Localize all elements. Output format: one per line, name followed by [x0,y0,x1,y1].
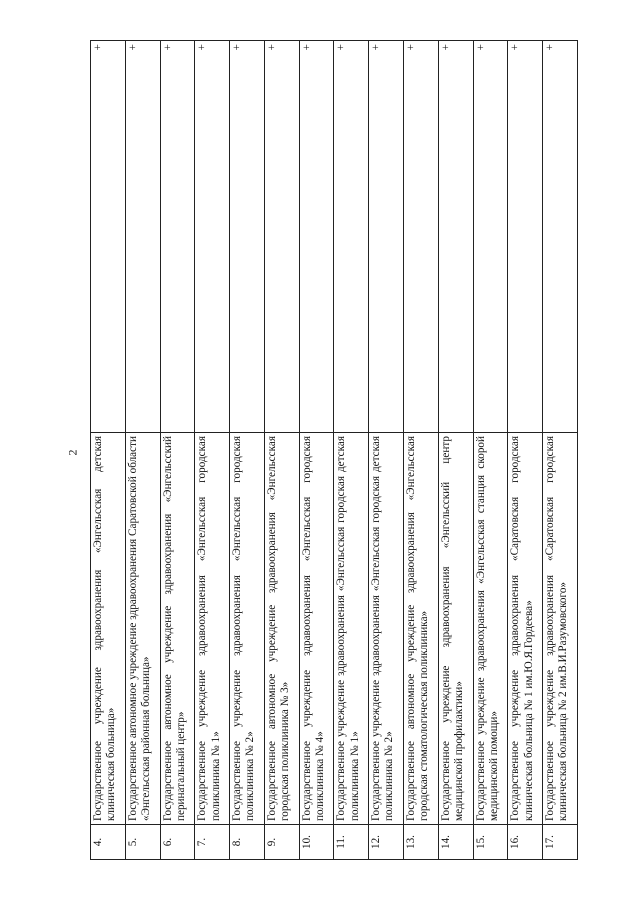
institution-name: Государственное учреждение здравоохранения «Энгельсская детская клиническая больница» [91,433,126,825]
plus-mark: + [299,41,334,433]
table-row [438,41,473,860]
table-row [125,41,160,860]
plus-mark: + [334,41,369,433]
table-row [230,41,265,860]
row-number: 11. [334,825,369,860]
plus-mark: + [125,41,160,433]
table-row [299,41,334,860]
row-number: 5. [125,825,160,860]
plus-mark: + [264,41,299,433]
row-number: 13. [404,825,439,860]
table-row [508,41,543,860]
table-row [264,41,299,860]
institution-name: Государственное учреждение здравоохранения «Энгельсская городская поликлиника № 1» [195,433,230,825]
plus-mark: + [369,41,404,433]
institution-name: Государственное автономное учреждение здравоохранения «Энгельсская городская поликлиника № 3» [264,433,299,825]
institution-name: Государственное учреждение здравоохранения «Энгельсская городская детская поликлиника № 1» [334,433,369,825]
institutions-table [90,40,578,860]
row-number: 8. [230,825,265,860]
plus-mark: + [160,41,195,433]
plus-mark: + [404,41,439,433]
table-row [91,41,126,860]
row-number: 6. [160,825,195,860]
table-row [195,41,230,860]
row-number: 17. [543,825,578,860]
plus-mark: + [508,41,543,433]
institution-name: Государственное учреждение здравоохранения «Энгельсская городская детская поликлиника № 2» [369,433,404,825]
row-number: 16. [508,825,543,860]
table-row [543,41,578,860]
institution-name: Государственное автономное учреждение здравоохранения Саратовской области «Энгельсская районная больница» [125,433,160,825]
table-row [334,41,369,860]
table-row [404,41,439,860]
institution-name: Государственное учреждение здравоохранения «Энгельсский центр медицинской профилактики» [438,433,473,825]
row-number: 12. [369,825,404,860]
table-row [160,41,195,860]
plus-mark: + [91,41,126,433]
row-number: 10. [299,825,334,860]
plus-mark: + [438,41,473,433]
rotated-table-container [90,40,578,860]
row-number: 4. [91,825,126,860]
row-number: 7. [195,825,230,860]
institution-name: Государственное автономное учреждение здравоохранения «Энгельсский перинатальный центр» [160,433,195,825]
plus-mark: + [473,41,508,433]
institution-name: Государственное учреждение здравоохранения «Энгельсская станция скорой медицинской помощи» [473,433,508,825]
institution-name: Государственное учреждение здравоохранения «Саратовская городская клиническая больница № 2 им.В.И.Разумовского» [543,433,578,825]
institution-name: Государственное учреждение здравоохранения «Энгельсская городская поликлиника № 4» [299,433,334,825]
row-number: 9. [264,825,299,860]
table-row [473,41,508,860]
table-body [91,41,578,860]
row-number: 14. [438,825,473,860]
table-row [369,41,404,860]
plus-mark: + [195,41,230,433]
page-number: 2 [65,449,80,456]
institution-name: Государственное учреждение здравоохранения «Саратовская городская клиническая больница № 1 им.Ю.Я.Гордеева» [508,433,543,825]
plus-mark: + [230,41,265,433]
institution-name: Государственное автономное учреждение здравоохранения «Энгельсская городская стоматологическая поликлиника» [404,433,439,825]
plus-mark: + [543,41,578,433]
institution-name: Государственное учреждение здравоохранения «Энгельсская городская поликлиника № 2» [230,433,265,825]
row-number: 15. [473,825,508,860]
